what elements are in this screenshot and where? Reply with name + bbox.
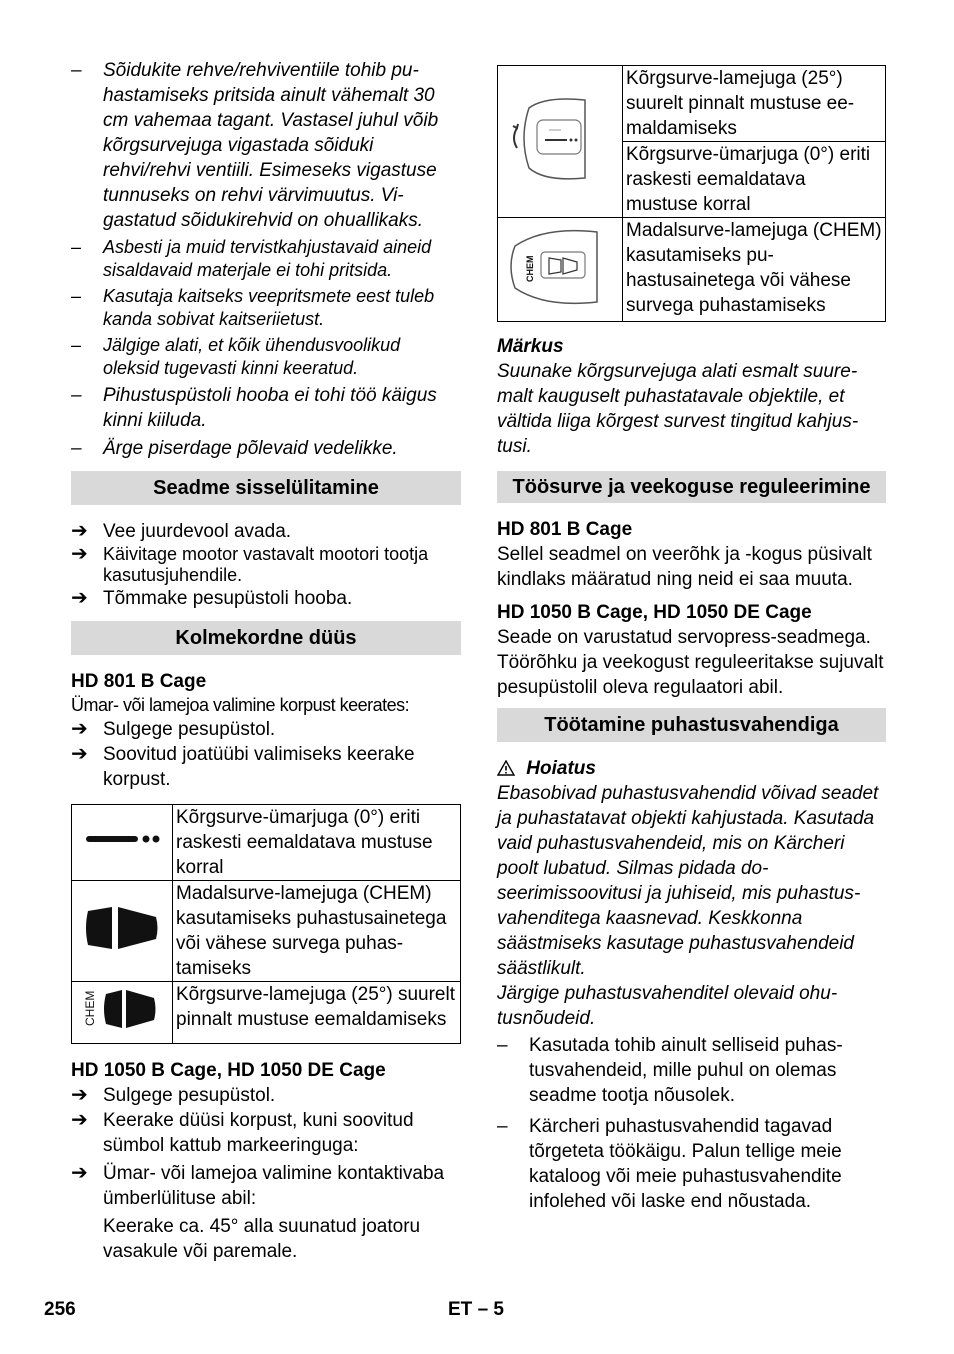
list-item: ➔ Sulgege pesupüstol.	[71, 718, 276, 740]
list-item: – Ärge piserdage põlevaid vedelikke.	[71, 438, 398, 459]
paragraph: Seade on varustatud servopress-seadmega. Töörõhku ja veekogust reguleeritakse sujuvalt pesupüstolil oleva regulaatori abil.	[497, 627, 884, 698]
table-row	[498, 218, 886, 322]
table-cell: Kõrgsurve-ümarjuga (0°) eriti raskesti eemaldatava mustuse korral	[173, 805, 461, 881]
table-row	[498, 66, 886, 142]
section-heading-startup: Seadme sisselülitamine	[71, 471, 461, 505]
startup-steps	[71, 519, 461, 611]
footer-section	[448, 1297, 504, 1322]
intro-text: Ümar- või lamejoa valimine korpust keerates:	[71, 695, 410, 715]
chem-nozzle-icon	[498, 218, 623, 322]
table-cell: Kõrgsurve-lamejuga (25°) suurelt pinnalt mustuse eemaldamiseks	[173, 982, 461, 1044]
table-cell: Madalsurve-lamejuga (CHEM) kasutamiseks puhastusainetega või vähese survega puhastamiseks	[173, 881, 461, 982]
list-item: – Jälgige alati, et kõik ühendusvoolikud oleksid tugevasti kinni keeratud.	[71, 335, 401, 378]
list-item: ➔ Sulgege pesupüstol.	[71, 1084, 276, 1106]
table-cell: Kõrgsurve-ümarjuga (0°) eriti raskesti eemaldatava mustuse korral	[623, 142, 886, 218]
list-item: ➔ Käivitage mootor vastavalt mootori tootja kasutusjuhendile.	[71, 543, 429, 585]
table-cell: Madalsurve-lamejuga (CHEM) kasutamiseks puhastusainetega või vähese survega puhastamiseks	[623, 218, 886, 322]
page-number: 256	[44, 1299, 76, 1320]
nozzle-table-right	[497, 65, 886, 322]
nozzle-dial-icon	[498, 66, 623, 218]
table-cell: Kõrgsurve-lamejuga (25°) suurelt pinnalt mustuse eemaldamiseks	[623, 66, 886, 142]
left-column	[71, 58, 461, 1264]
safety-list	[71, 58, 461, 461]
list-item: – Kasutada tohib ainult selliseid puhastusvahendeid, mille puhul on olemas seadme tootja nõusolek.	[497, 1035, 843, 1106]
note-text: Suunake kõrgsurvejuga alati esmalt suuremalt kauguselt puhastatavale objektile, et vältida liiga kõrgest survest tingitud kahjustusi.	[497, 361, 859, 457]
warning-title: Hoiatus	[497, 756, 886, 781]
section-heading-detergent: Töötamine puhastusvahendiga	[497, 708, 886, 742]
model-heading: HD 801 B Cage	[71, 671, 207, 692]
low-pressure-flat-jet-icon	[72, 881, 173, 982]
round-jet-icon	[72, 805, 173, 881]
detergent-list	[497, 1033, 886, 1214]
language-code: ET	[448, 1299, 473, 1320]
list-item: – Sõidukite rehve/rehviventiile tohib puhastamiseks pritsida ainult vähemalt 30 cm vahemaa tagant. Vastasel juhul võib kõrgsurvejuga vigastada sõiduki rehvi/rehvi ventiili. Esimeseks vigastuse tunnuseks on rehvi värvimuutus. Vigastatud sõidukirehvid on ohuallikaks.	[71, 60, 439, 231]
table-row	[72, 881, 461, 982]
nozzle-steps-2	[71, 1083, 461, 1211]
warning-text: Ebasobivad puhastusvahendid võivad seadet ja puhastatavat objekti kahjustada. Kasutada vaid puhastusvahendeid, mis on Kärcheri poolt lubatud. Silmas pidada doseerimissoovitusi ja juhiseid, mis puhastusvahenditega kaasnevad. Keskkonna säästmiseks kasutage puhastusvahendeid säästlikult.	[497, 783, 879, 979]
model-heading-2: HD 1050 B Cage, HD 1050 DE Cage	[497, 602, 812, 623]
note-title: Märkus	[497, 336, 564, 357]
section-number: – 5	[477, 1299, 504, 1320]
model-heading-2: HD 1050 B Cage, HD 1050 DE Cage	[71, 1060, 386, 1081]
list-item: – Kärcheri puhastusvahendid tagavad tõrgeteta töökäigu. Palun tellige meie kataloog või meie puhastusvahendite infolehed või laske end nõustada.	[497, 1116, 842, 1212]
section-heading-pressure: Töösurve ja veekoguse reguleerimine	[497, 471, 886, 503]
warning-icon	[497, 758, 520, 779]
list-item: ➔ Vee juurdevool avada.	[71, 520, 292, 542]
svg-text:CHEM: CHEM	[525, 255, 535, 282]
section-heading-triple-nozzle: Kolmekordne düüs	[71, 621, 461, 655]
table-row	[72, 805, 461, 881]
list-item: – Pihustuspüstoli hooba ei tohi töö käigus kinni kiiluda.	[71, 385, 437, 431]
warning-text-2: Järgige puhastusvahenditel olevaid ohutusnõudeid.	[497, 983, 838, 1029]
list-item: – Kasutaja kaitseks veepritsmete eest tuleb kanda sobivat kaitseriietust.	[71, 286, 435, 329]
nozzle-table-left	[71, 804, 461, 1044]
list-item: ➔ Soovitud joatüübi valimiseks keerake korpust.	[71, 743, 415, 790]
list-item: ➔ Keerake düüsi korpust, kuni soovitud sümbol kattub markeeringuga:	[71, 1109, 414, 1156]
svg-text:CHEM: CHEM	[83, 990, 97, 1026]
right-column	[497, 65, 886, 1217]
paragraph: Sellel seadmel on veerõhk ja -kogus püsivalt kindlaks määratud ning neid ei saa muuta.	[497, 544, 872, 590]
list-item: ➔ Ümar- või lamejoa valimine kontaktivaba ümberlülituse abil:	[71, 1162, 445, 1209]
followup-text: Keerake ca. 45° alla suunatud joatoru vasakule või paremale.	[103, 1216, 421, 1262]
high-pressure-flat-jet-icon	[72, 982, 173, 1044]
list-item: – Asbesti ja muid tervistkahjustavaid aineid sisaldavaid materjale ei tohi pritsida.	[71, 237, 432, 280]
table-row	[72, 982, 461, 1044]
list-item: ➔ Tõmmake pesupüstoli hooba.	[71, 587, 353, 609]
nozzle-steps	[71, 717, 461, 792]
model-heading: HD 801 B Cage	[497, 519, 633, 540]
